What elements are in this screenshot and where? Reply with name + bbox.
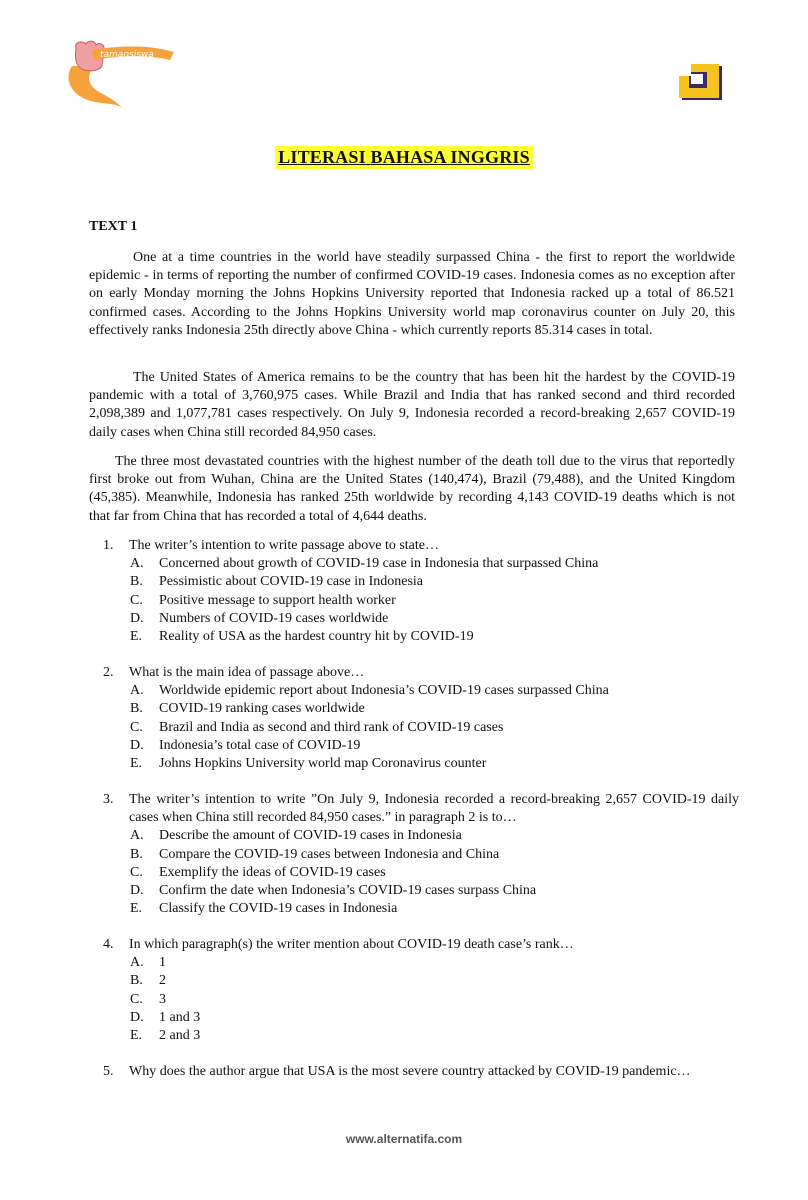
option-letter: E.: [130, 1028, 143, 1044]
option-text: 3: [159, 991, 166, 1007]
option-a: [103, 827, 739, 845]
option-text: 2 and 3: [159, 1028, 201, 1044]
option-b: [103, 846, 739, 864]
question-number: 4.: [103, 937, 114, 952]
option-letter: A.: [130, 828, 144, 844]
option-text: Classify the COVID-19 cases in Indonesia: [159, 901, 398, 917]
option-letter: D.: [130, 737, 144, 753]
option-letter: A.: [130, 955, 144, 971]
publisher-logo: [676, 62, 726, 102]
option-text: Compare the COVID-19 cases between Indonesia and China: [159, 846, 500, 862]
option-e: [103, 900, 739, 918]
option-text: Positive message to support health worker: [159, 592, 396, 608]
option-letter: A.: [130, 556, 144, 572]
option-text: Reality of USA as the hardest country hit by COVID-19: [159, 629, 474, 645]
option-text: Confirm the date when Indonesia’s COVID-19 cases surpass China: [159, 883, 537, 899]
option-letter: D.: [130, 883, 144, 899]
question-3: [103, 791, 739, 918]
option-letter: B.: [130, 701, 143, 717]
question-text: Why does the author argue that USA is the most severe country attacked by COVID-19 pandemic…: [129, 1064, 691, 1079]
option-c: [103, 719, 739, 737]
question-text: The writer’s intention to write passage above to state…: [129, 538, 439, 553]
option-letter: E.: [130, 629, 143, 645]
option-c: [103, 592, 739, 610]
option-letter: D.: [130, 1009, 144, 1025]
square-logo-icon: [676, 62, 726, 102]
option-letter: E.: [130, 756, 143, 772]
option-text: 2: [159, 973, 166, 989]
tamansiswa-logo: [62, 36, 182, 114]
option-e: [103, 628, 739, 646]
footer-website: www.alternatifa.com: [345, 1132, 463, 1146]
option-c: [103, 864, 739, 882]
brand-name: tamansiswa: [100, 50, 154, 60]
option-letter: C.: [130, 719, 143, 735]
option-e: [103, 755, 739, 773]
option-c: [103, 991, 739, 1009]
option-text: Pessimistic about COVID-19 case in Indonesia: [159, 574, 424, 590]
option-text: Brazil and India as second and third rank of COVID-19 cases: [159, 719, 504, 735]
option-d: [103, 882, 739, 900]
text-label: TEXT 1: [89, 219, 138, 234]
option-letter: B.: [130, 574, 143, 590]
question-text: In which paragraph(s) the writer mention about COVID-19 death case’s rank…: [129, 937, 574, 952]
option-letter: A.: [130, 683, 144, 699]
option-b: [103, 700, 739, 718]
option-text: 1: [159, 955, 166, 971]
option-letter: B.: [130, 973, 143, 989]
question-number: 1.: [103, 538, 114, 553]
question-4: [103, 936, 739, 1045]
option-text: Exemplify the ideas of COVID-19 cases: [159, 864, 386, 880]
option-text: Numbers of COVID-19 cases worldwide: [159, 610, 389, 626]
question-number: 3.: [103, 792, 114, 807]
option-letter: B.: [130, 846, 143, 862]
option-letter: C.: [130, 991, 143, 1007]
option-a: [103, 954, 739, 972]
option-text: Indonesia’s total case of COVID-19: [159, 737, 361, 753]
option-d: [103, 737, 739, 755]
question-text: What is the main idea of passage above…: [129, 665, 365, 680]
option-text: 1 and 3: [159, 1009, 201, 1025]
option-text: Describe the amount of COVID-19 cases in Indonesia: [159, 828, 462, 844]
paragraph-1: One at a time countries in the world have steadily surpassed China - the first to report the worldwide epidemic - in terms of reporting the number of confirmed COVID-19 cases. Indonesia comes as no exception after on early Monday morning the Johns Hopkins University reported that Indonesia racked up a total of 86.521 confirmed cases. According to the Johns Hopkins University world map coronavirus counter on July 20, this effectively ranks Indonesia 25th directly above China - which currently reports 85.314 cases in total.: [89, 250, 735, 338]
question-2: [103, 664, 739, 773]
option-text: Johns Hopkins University world map Coronavirus counter: [159, 756, 487, 772]
option-letter: C.: [130, 864, 143, 880]
question-number: 5.: [103, 1064, 114, 1079]
option-letter: C.: [130, 592, 143, 608]
option-d: [103, 1009, 739, 1027]
paragraph-3: The three most devastated countries with the highest number of the death toll due to the virus that reportedly first broke out from Wuhan, China are the United States (140,474), Brazil (79,488), and the United Kingdom (45,385). Meanwhile, Indonesia has ranked 25th worldwide by recording 4,143 COVID-19 deaths which is not that far from China that has recorded a total of 4,644 deaths.: [89, 454, 735, 524]
question-number: 2.: [103, 665, 114, 680]
option-a: [103, 555, 739, 573]
option-letter: E.: [130, 901, 143, 917]
option-text: Concerned about growth of COVID-19 case in Indonesia that surpassed China: [159, 556, 599, 572]
option-e: [103, 1027, 739, 1045]
option-a: [103, 682, 739, 700]
option-letter: D.: [130, 610, 144, 626]
option-text: Worldwide epidemic report about Indonesia’s COVID-19 cases surpassed China: [159, 683, 609, 699]
question-text: The writer’s intention to write ”On July 9, Indonesia recorded a record-breaking 2,657 COVID-19 daily cases when China still recorded 84,950 cases.” in paragraph 2 is to…: [129, 792, 739, 826]
question-1: [103, 537, 739, 646]
paragraph-2: The United States of America remains to be the country that has been hit the hardest by the COVID-19 pandemic with a total of 3,760,975 cases. While Brazil and India that has ranked second and third recorded 2,098,389 and 1,077,781 cases respectively. On July 9, Indonesia recorded a record-breaking 2,657 COVID-19 daily cases when China still recorded 84,950 cases.: [89, 370, 735, 440]
option-text: COVID-19 ranking cases worldwide: [159, 701, 365, 717]
option-b: [103, 573, 739, 591]
page-title: LITERASI BAHASA INGGRIS: [275, 146, 533, 169]
raised-fist-logo-icon: [62, 36, 182, 114]
question-5: [103, 1063, 739, 1081]
option-d: [103, 610, 739, 628]
option-b: [103, 972, 739, 990]
